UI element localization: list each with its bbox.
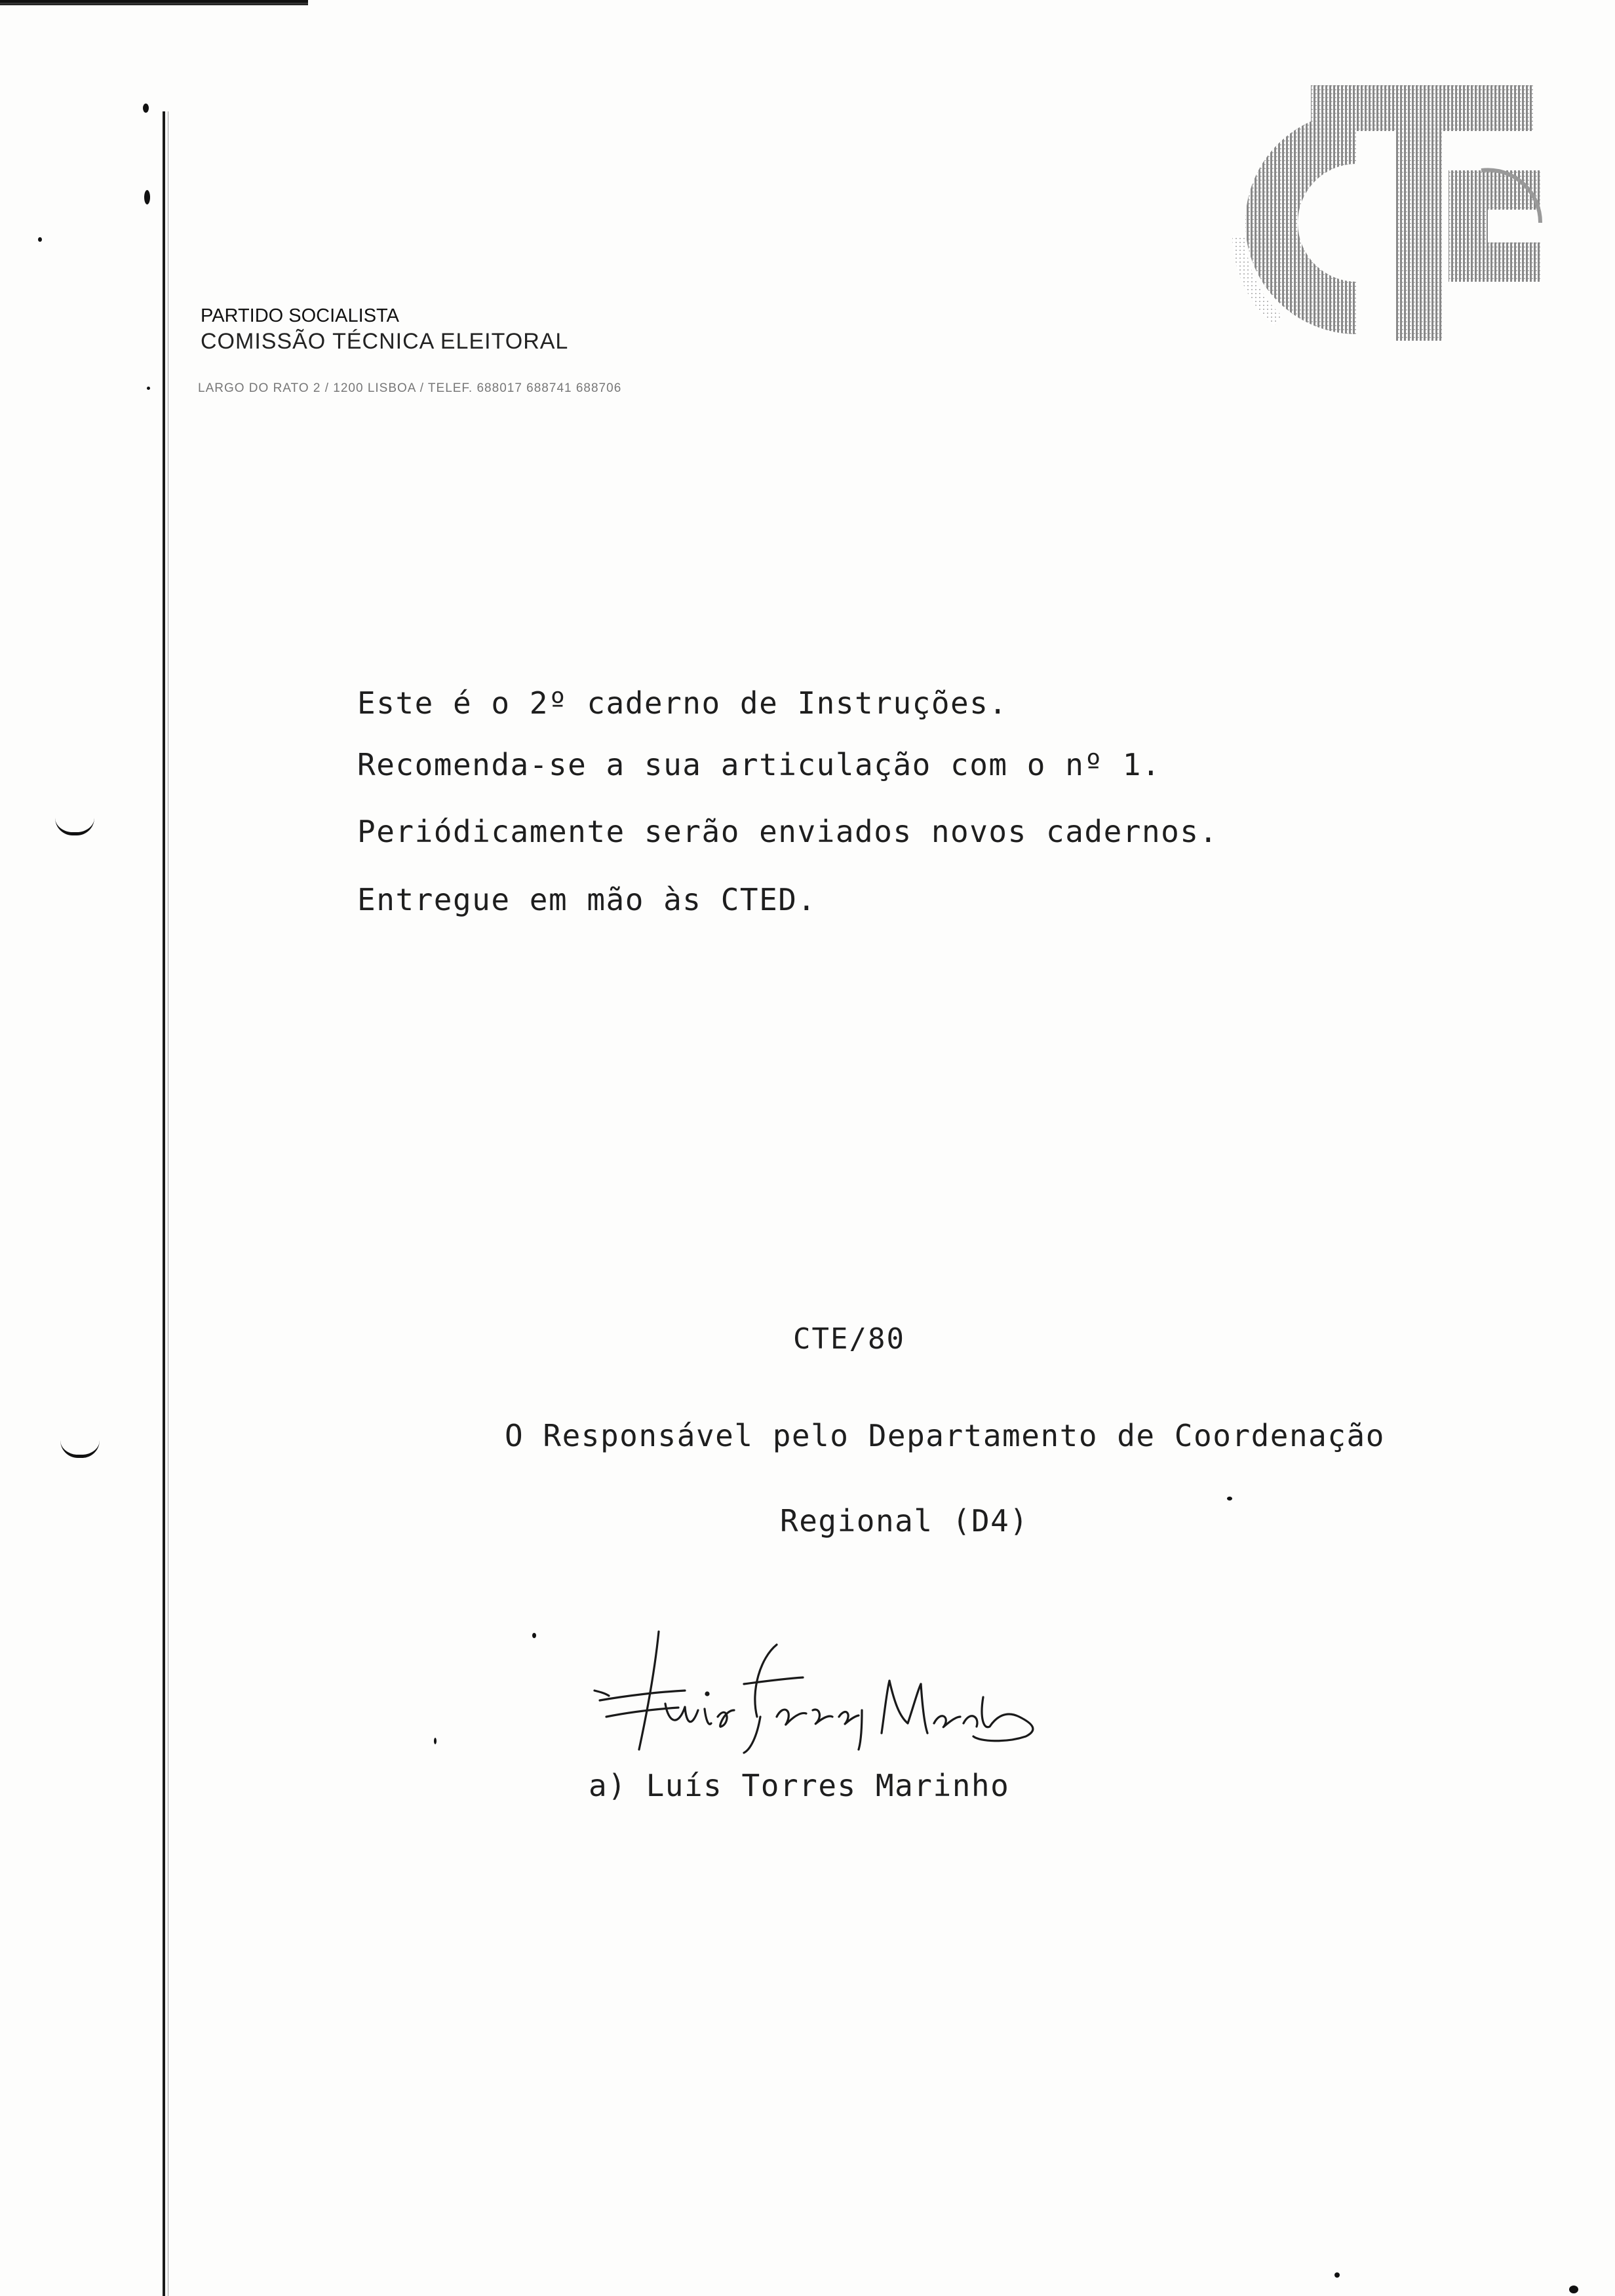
letterhead-committee-name: COMISSÃO TÉCNICA ELEITORAL bbox=[201, 329, 569, 354]
letterhead-party-name: PARTIDO SOCIALISTA bbox=[201, 305, 399, 326]
scan-speck bbox=[147, 387, 150, 390]
cte-logo-icon bbox=[1199, 72, 1547, 347]
punch-hole-mark bbox=[55, 818, 94, 835]
letterhead-address: LARGO DO RATO 2 / 1200 LISBOA / TELEF. 688017 688741 688706 bbox=[198, 381, 622, 395]
left-margin-line bbox=[163, 111, 165, 2296]
scan-speck bbox=[1227, 1497, 1232, 1501]
body-line-2: Recomenda-se a sua articulação com o nº 1. bbox=[357, 747, 1161, 782]
scan-speck bbox=[144, 190, 150, 204]
scan-speck bbox=[1569, 2286, 1578, 2293]
scan-speck bbox=[532, 1633, 536, 1638]
signer-printed-name: a) Luís Torres Marinho bbox=[589, 1768, 1010, 1803]
top-edge-mark-thin bbox=[0, 3, 308, 5]
scan-speck bbox=[1334, 2272, 1340, 2278]
scan-speck bbox=[434, 1738, 437, 1744]
body-line-4: Entregue em mão às CTED. bbox=[357, 882, 817, 917]
responsible-title-line-2: Regional (D4) bbox=[780, 1503, 1029, 1539]
responsible-title-line-1: O Responsável pelo Departamento de Coordenação bbox=[505, 1418, 1385, 1453]
document-reference: CTE/80 bbox=[793, 1322, 905, 1356]
punch-hole-mark bbox=[60, 1440, 100, 1458]
scan-speck bbox=[143, 104, 149, 113]
body-line-3: Periódicamente serão enviados novos cadernos. bbox=[357, 814, 1218, 849]
body-line-1: Este é o 2º caderno de Instruções. bbox=[357, 685, 1008, 721]
handwritten-signature bbox=[587, 1618, 1045, 1763]
scan-speck bbox=[38, 237, 42, 242]
